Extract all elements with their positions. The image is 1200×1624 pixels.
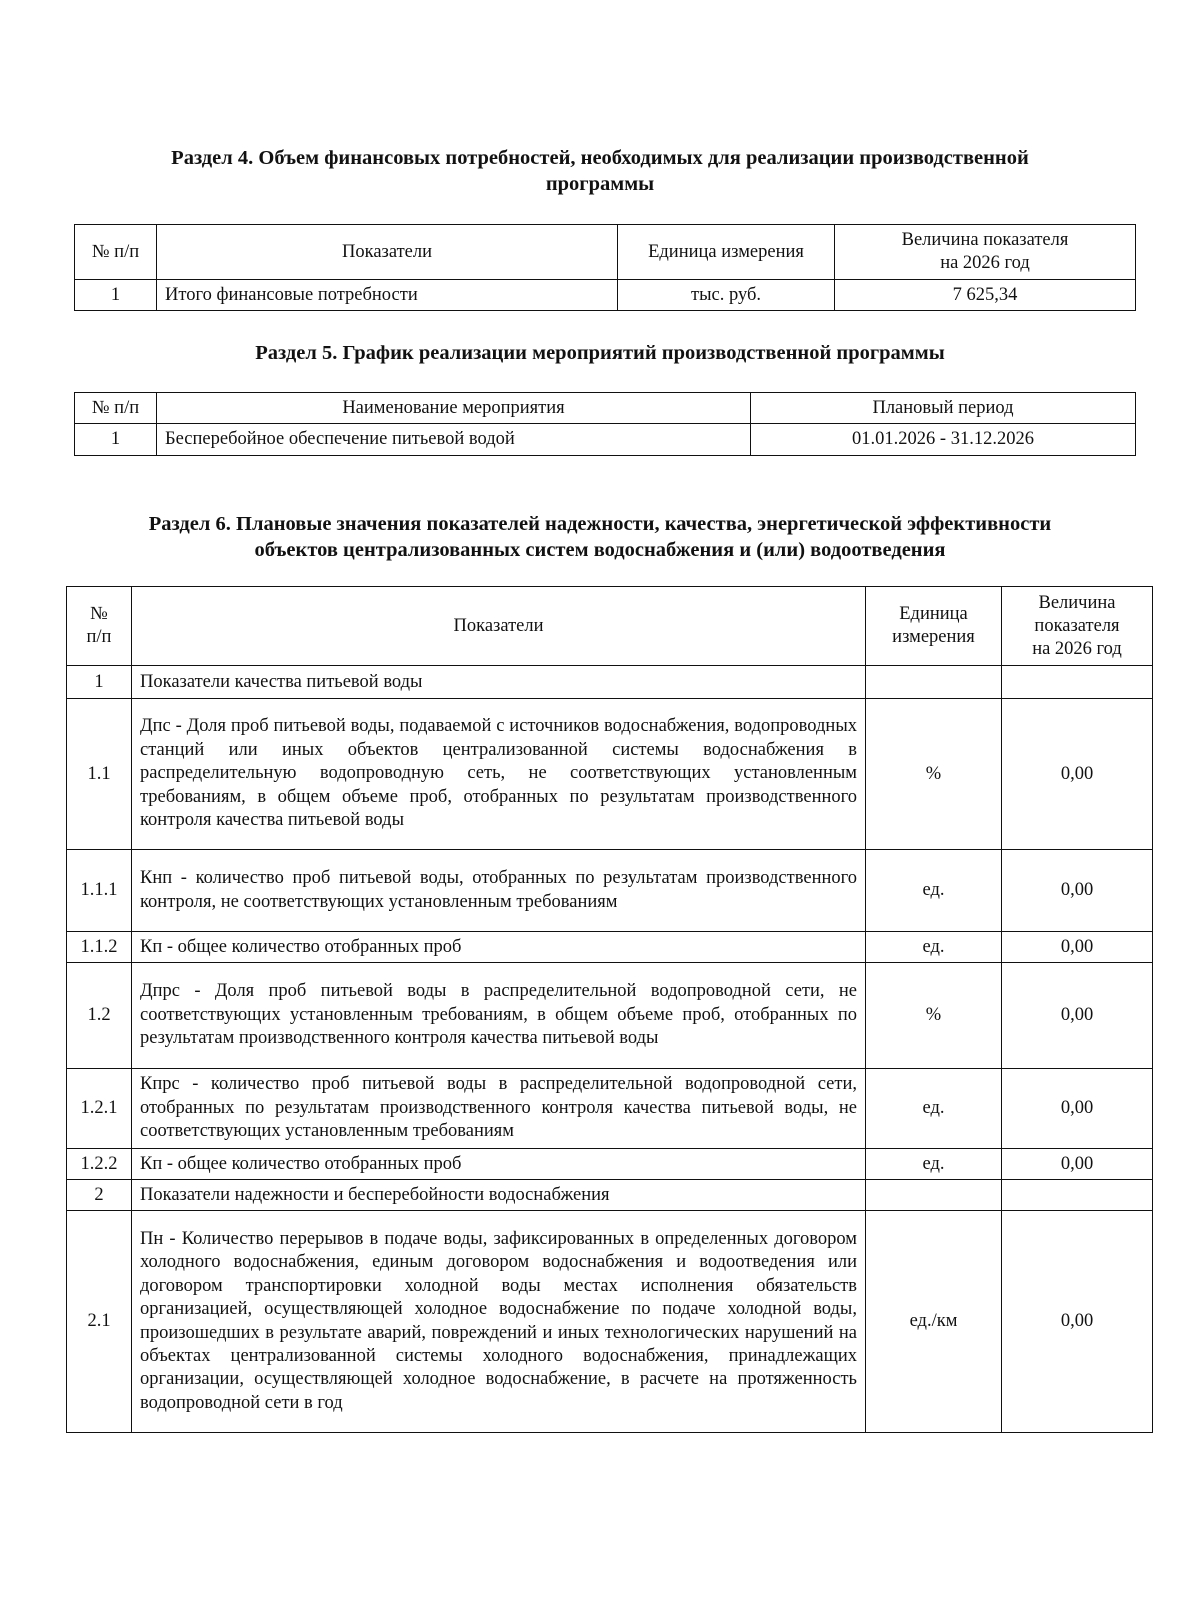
table-header-row — [75, 225, 1136, 280]
cell-value: 0,00 — [1002, 1211, 1153, 1433]
cell-indicator: Пн - Количество перерывов в подаче воды, зафиксированных в определенных договором холодного водоснабжения, единым договором водоснабжения и водоотведения или договором транспортировки холодной воды местах исполнения обязательств организацией, осуществляющей холодное водоснабжение по подаче холодной воды, произошедших в результате аварий, повреждений и иных технологических нарушений на объектах централизованной системы холодного водоснабжения, принадлежащих организации, осуществляющей холодное водоснабжение, в расчете на протяженность водопроводной сети в год — [132, 1211, 866, 1433]
section6-table — [66, 586, 1153, 1433]
header-num-line2: п/п — [86, 627, 112, 647]
cell-value: 0,00 — [1002, 1069, 1153, 1149]
cell-unit — [866, 1180, 1002, 1211]
cell-unit: ед. — [866, 850, 1002, 932]
table-row — [67, 1069, 1153, 1149]
cell-num: 1.1.1 — [67, 850, 132, 932]
header-num: № п/п — [75, 225, 157, 280]
cell-num: 1.1.2 — [67, 932, 132, 963]
header-unit-line2: измерения — [892, 627, 975, 647]
section4-title — [0, 145, 1200, 197]
table-row — [67, 963, 1153, 1069]
cell-num: 1 — [67, 666, 132, 699]
cell-value: 0,00 — [1002, 963, 1153, 1069]
cell-indicator: Кнп - количество проб питьевой воды, отобранных по результатам производственного контроля, не соответствующих установленным требованиям — [132, 850, 866, 932]
section4-title-line1: Раздел 4. Объем финансовых потребностей, необходимых для реализации производственной — [171, 147, 1029, 169]
header-value-line2: показателя — [1034, 615, 1120, 636]
header-value-line2: на 2026 год — [940, 253, 1030, 273]
cell-value — [1002, 1180, 1153, 1211]
section6-title-line1: Раздел 6. Плановые значения показателей надежности, качества, энергетической эффективности — [148, 513, 1052, 535]
section4-title-line2: программы — [545, 173, 655, 195]
cell-indicator: Кп - общее количество отобранных проб — [132, 1149, 866, 1180]
header-indicator: Показатели — [132, 587, 866, 666]
cell-unit: % — [866, 963, 1002, 1069]
table-row — [67, 850, 1153, 932]
header-num: № п/п — [75, 393, 157, 424]
cell-value: 0,00 — [1002, 850, 1153, 932]
header-num-line1: № — [90, 604, 108, 624]
table-header-row — [67, 587, 1153, 666]
header-indicator: Показатели — [157, 225, 618, 280]
section4-table — [74, 224, 1136, 311]
cell-indicator: Показатели надежности и бесперебойности водоснабжения — [132, 1180, 866, 1211]
table-row — [67, 1211, 1153, 1433]
cell-unit: тыс. руб. — [618, 280, 835, 311]
header-unit-line1: Единица — [899, 604, 968, 624]
table-header-row — [75, 393, 1136, 424]
header-name: Наименование мероприятия — [157, 393, 751, 424]
cell-unit: ед. — [866, 1069, 1002, 1149]
section5-table — [74, 392, 1136, 456]
cell-num: 1 — [75, 280, 157, 311]
cell-indicator: Итого финансовые потребности — [157, 280, 618, 311]
cell-value: 0,00 — [1002, 932, 1153, 963]
cell-unit: % — [866, 699, 1002, 850]
cell-name: Бесперебойное обеспечение питьевой водой — [157, 424, 751, 456]
section5-title-text: Раздел 5. График реализации мероприятий производственной программы — [255, 342, 945, 364]
header-unit — [866, 587, 1002, 666]
cell-num: 1.2.1 — [67, 1069, 132, 1149]
cell-period: 01.01.2026 - 31.12.2026 — [751, 424, 1136, 456]
header-num — [67, 587, 132, 666]
cell-value: 7 625,34 — [835, 280, 1136, 311]
cell-value: 0,00 — [1002, 699, 1153, 850]
cell-indicator: Дпс - Доля проб питьевой воды, подаваемой с источников водоснабжения, водопроводных станций или иных объектов централизованной системы водоснабжения в распределительную водопроводную сеть, не соответствующих установленным требованиям, в общем объеме проб, отобранных по результатам производственного контроля качества питьевой воды — [132, 699, 866, 850]
table-row — [67, 932, 1153, 963]
table-row — [67, 1149, 1153, 1180]
section5-title — [0, 340, 1200, 366]
header-unit: Единица измерения — [618, 225, 835, 280]
table-row — [75, 280, 1136, 311]
header-value-line1: Величина показателя — [901, 230, 1069, 250]
cell-unit — [866, 666, 1002, 699]
cell-unit: ед. — [866, 1149, 1002, 1180]
table-row — [67, 1180, 1153, 1211]
cell-num: 1.1 — [67, 699, 132, 850]
table-row — [75, 424, 1136, 456]
cell-value: 0,00 — [1002, 1149, 1153, 1180]
header-value-line3: на 2026 год — [1032, 638, 1122, 659]
cell-indicator: Кпрс - количество проб питьевой воды в распределительной водопроводной сети, отобранных по результатам производственного контроля качества питьевой воды, не соответствующих установленным требованиям — [132, 1069, 866, 1149]
cell-num: 2 — [67, 1180, 132, 1211]
cell-indicator: Кп - общее количество отобранных проб — [132, 932, 866, 963]
cell-num: 1.2.2 — [67, 1149, 132, 1180]
cell-value — [1002, 666, 1153, 699]
header-value-line1: Величина — [1038, 592, 1116, 613]
cell-num: 1 — [75, 424, 157, 456]
cell-unit: ед./км — [866, 1211, 1002, 1433]
section6-title-line2: объектов централизованных систем водоснабжения и (или) водоотведения — [254, 539, 946, 561]
cell-unit: ед. — [866, 932, 1002, 963]
header-period: Плановый период — [751, 393, 1136, 424]
cell-indicator: Дпрс - Доля проб питьевой воды в распределительной водопроводной сети, не соответствующих установленным требованиям, в общем объеме проб, отобранных по результатам производственного контроля качества питьевой воды — [132, 963, 866, 1069]
header-value — [1002, 587, 1153, 666]
section6-title — [0, 511, 1200, 563]
table-row — [67, 666, 1153, 699]
cell-num: 2.1 — [67, 1211, 132, 1433]
table-row — [67, 699, 1153, 850]
cell-indicator: Показатели качества питьевой воды — [132, 666, 866, 699]
header-value — [835, 225, 1136, 280]
cell-num: 1.2 — [67, 963, 132, 1069]
